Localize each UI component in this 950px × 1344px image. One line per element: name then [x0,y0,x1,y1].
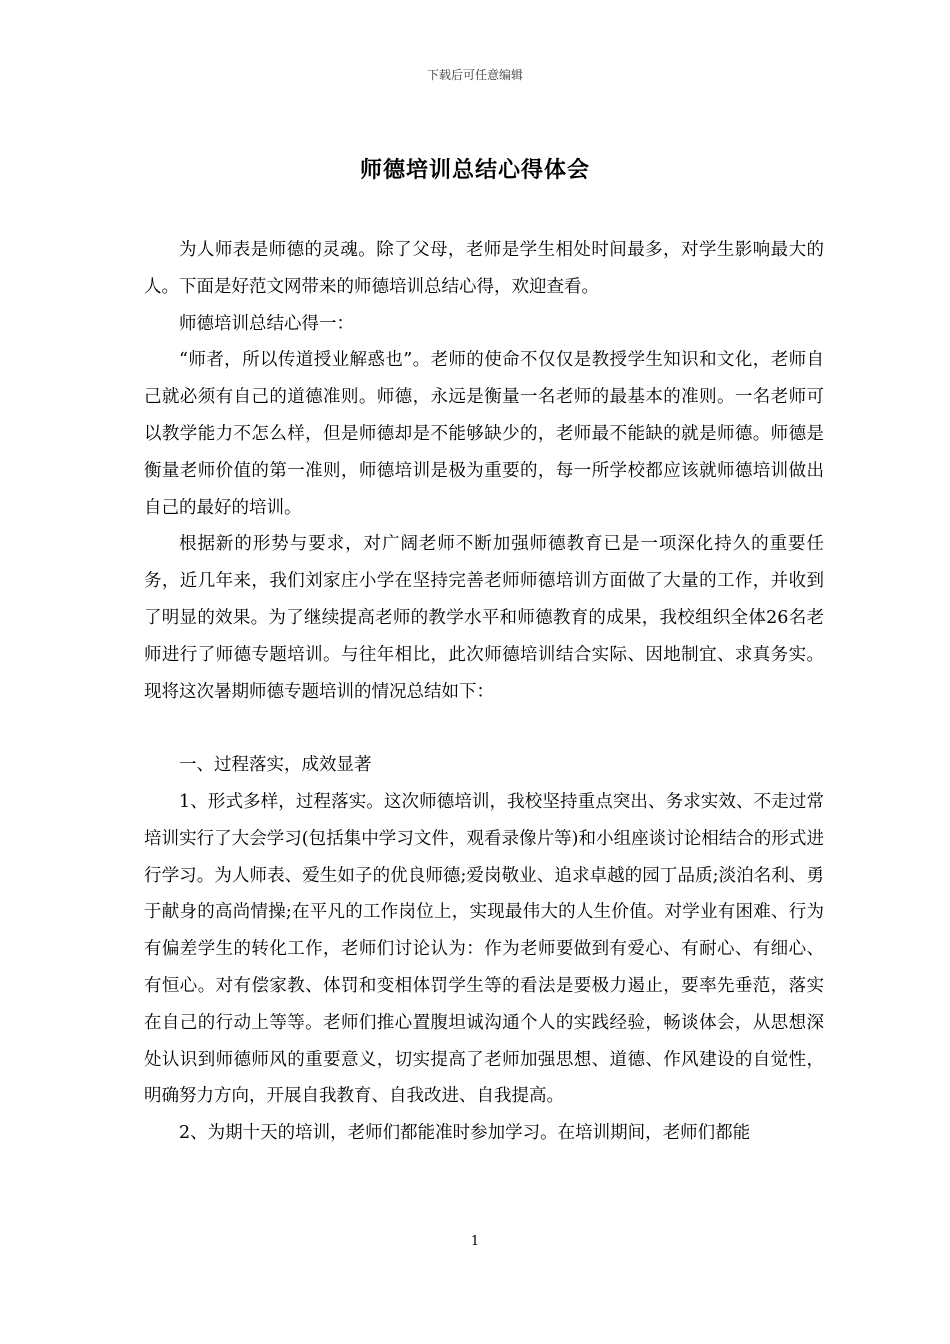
paragraph-background: 根据新的形势与要求，对广阔老师不断加强师德教育已是一项深化持久的重要任务，近几年来，我们刘家庄小学在坚持完善老师师德培训方面做了大量的工作，并收到了明显的效果。为了继续提高老师的教学水平和师德教育的成果，我校组织全体26名老师进行了师德专题培训。与往年相比，此次师德培训结合实际、因地制宜、求真务实。现将这次暑期师德专题培训的情况总结如下： [144,534,824,702]
paragraph-subheading: 一、过程落实，成效显著 [179,755,372,776]
page-header-note: 下载后可任意编辑 [426,68,523,82]
document-title: 师德培训总结心得体会 [359,158,590,183]
paragraph-intro: 为人师表是师德的灵魂。除了父母，老师是学生相处时间最多，对学生影响最大的人。下面是好范文网带来的师德培训总结心得，欢迎查看。 [144,240,824,297]
paragraph-section-heading: 师德培训总结心得一： [179,313,354,334]
page-number: 1 [470,1234,480,1249]
document-body [144,232,824,1152]
blank-line [144,710,824,747]
paragraph-point-1: 1、形式多样，过程落实。这次师德培训，我校坚持重点突出、务求实效、不走过常培训实行了大会学习(包括集中学习文件，观看录像片等)和小组座谈讨论相结合的形式进行学习。为人师表、爱生如子的优良师德;爱岗敬业、追求卓越的园丁品质;淡泊名利、勇于献身的高尚情操;在平凡的工作岗位上，实现最伟大的人生价值。对学业有困难、行为有偏差学生的转化工作，老师们讨论认为：作为老师要做到有爱心、有耐心、有细心、有恒心。对有偿家教、体罚和变相体罚学生等的看法是要极力遏止，要率先垂范，落实在自己的行动上等等。老师们推心置腹坦诚沟通个人的实践经验，畅谈体会，从思想深处认识到师德师风的重要意义，切实提高了老师加强思想、道德、作风建设的自觉性，明确努力方向，开展自我教育、自我改进、自我提高。 [144,791,824,1107]
paragraph-point-2: 2、为期十天的培训，老师们都能准时参加学习。在培训期间，老师们都能 [179,1123,751,1144]
paragraph-quote: “师者，所以传道授业解惑也”。老师的使命不仅仅是教授学生知识和文化，老师自己就必须有自己的道德准则。师德，永远是衡量一名老师的最基本的准则。一名老师可以教学能力不怎么样，但是师德却是不能够缺少的，老师最不能缺的就是师德。师德是衡量老师价值的第一准则，师德培训是极为重要的，每一所学校都应该就师德培训做出自己的最好的培训。 [144,350,824,518]
